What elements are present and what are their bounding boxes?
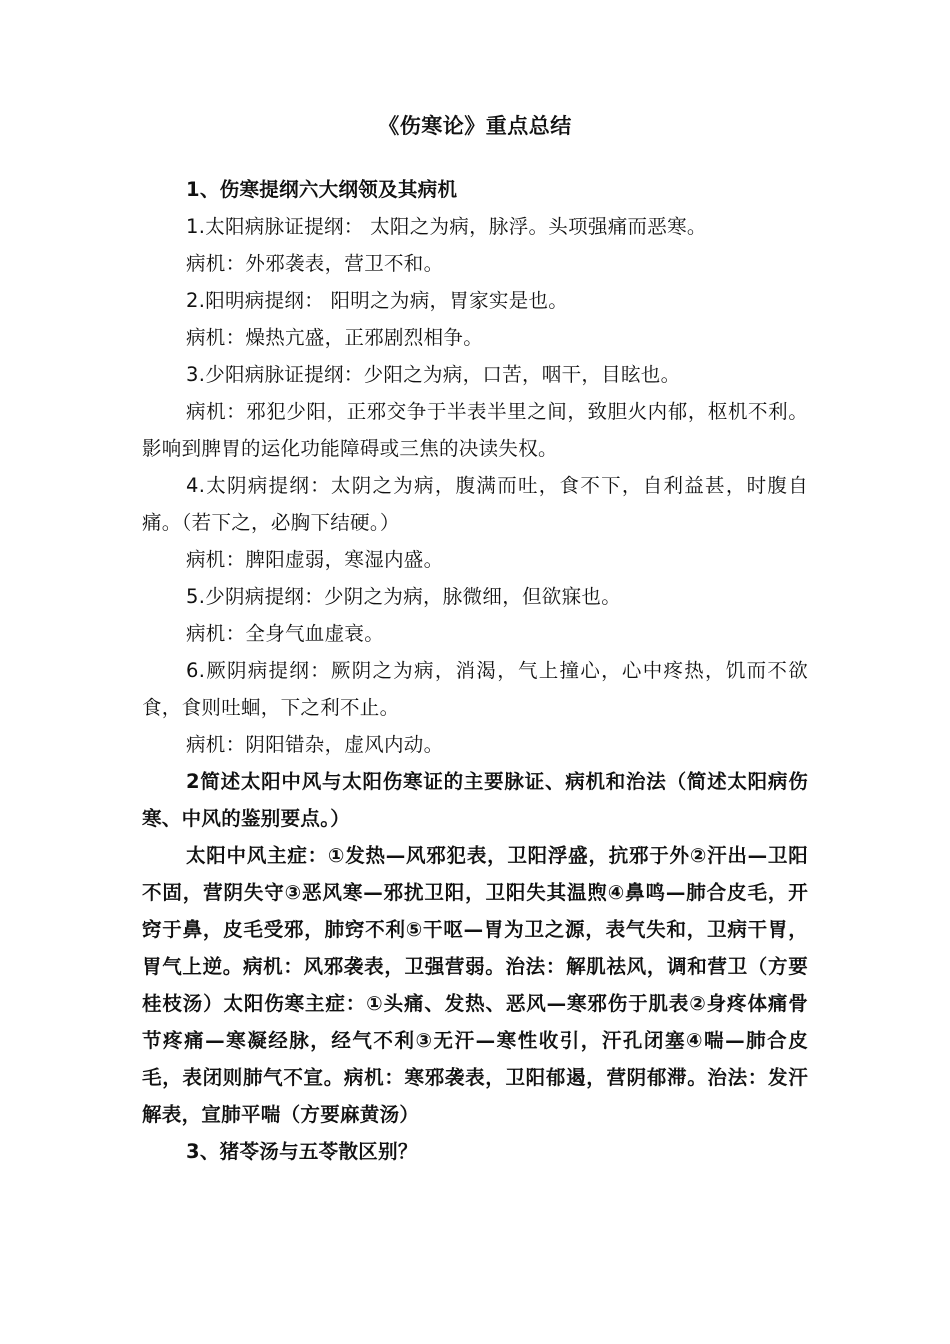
paragraph: 病机：邪犯少阳，正邪交争于半表半里之间，致胆火内郁，枢机不利。影响到脾胃的运化功能障碍或三焦的决读失权。	[142, 400, 808, 460]
paragraph: 5.少阴病提纲：少阴之为病，脉微细，但欲寐也。	[186, 585, 622, 608]
section-heading-2: 2简述太阳中风与太阳伤寒证的主要脉证、病机和治法（简述太阳病伤寒、中风的鉴别要点。）	[142, 770, 808, 830]
document-body	[142, 171, 808, 1170]
section-heading-3: 3、猪苓汤与五苓散区别？	[186, 1140, 418, 1163]
document-title: 《伤寒论》重点总结	[378, 114, 572, 138]
paragraph: 2.阳明病提纲： 阳明之为病，胃家实是也。	[186, 289, 569, 312]
paragraph: 病机：全身气血虚衰。	[186, 622, 385, 645]
paragraph: 4.太阴病提纲：太阴之为病，腹满而吐，食不下，自利益甚，时腹自痛。（若下之，必胸下结硬。）	[142, 474, 808, 534]
bold-paragraph: 太阳中风主症：①发热—风邪犯表，卫阳浮盛，抗邪于外②汗出—卫阳不固，营阴失守③恶风寒—邪扰卫阳，卫阳失其温煦④鼻鸣—肺合皮毛，开窍于鼻，皮毛受邪，肺窍不利⑤干呕—胃为卫之源，表气失和，卫病干胃，胃气上逆。病机：风邪袭表，卫强营弱。治法：解肌祛风，调和营卫（方要 桂枝汤）太阳伤寒主症：①头痛、发热、恶风—寒邪伤于肌表②身疼体痛骨节疼痛—寒凝经脉，经气不利③无汗—寒性收引，汗孔闭塞④喘—肺合皮毛，表闭则肺气不宣。病机：寒邪袭表，卫阳郁遏，营阴郁滞。治法：发汗解表，宣肺平喘（方要麻黄汤）	[142, 844, 808, 1126]
paragraph: 病机：外邪袭表，营卫不和。	[186, 252, 444, 275]
paragraph: 3.少阳病脉证提纲：少阳之为病，口苦，咽干，目眩也。	[186, 363, 681, 386]
paragraph: 病机：阴阳错杂，虚风内动。	[186, 733, 444, 756]
section-heading-1: 1、伤寒提纲六大纲领及其病机	[186, 178, 458, 201]
paragraph: 6.厥阴病提纲：厥阴之为病，消渴，气上撞心，心中疼热，饥而不欲食，食则吐蛔，下之利不止。	[142, 659, 808, 719]
paragraph: 病机：脾阳虚弱，寒湿内盛。	[186, 548, 444, 571]
paragraph: 1.太阳病脉证提纲： 太阳之为病，脉浮。头项强痛而恶寒。	[186, 215, 707, 238]
paragraph: 病机：燥热亢盛，正邪剧烈相争。	[186, 326, 484, 349]
